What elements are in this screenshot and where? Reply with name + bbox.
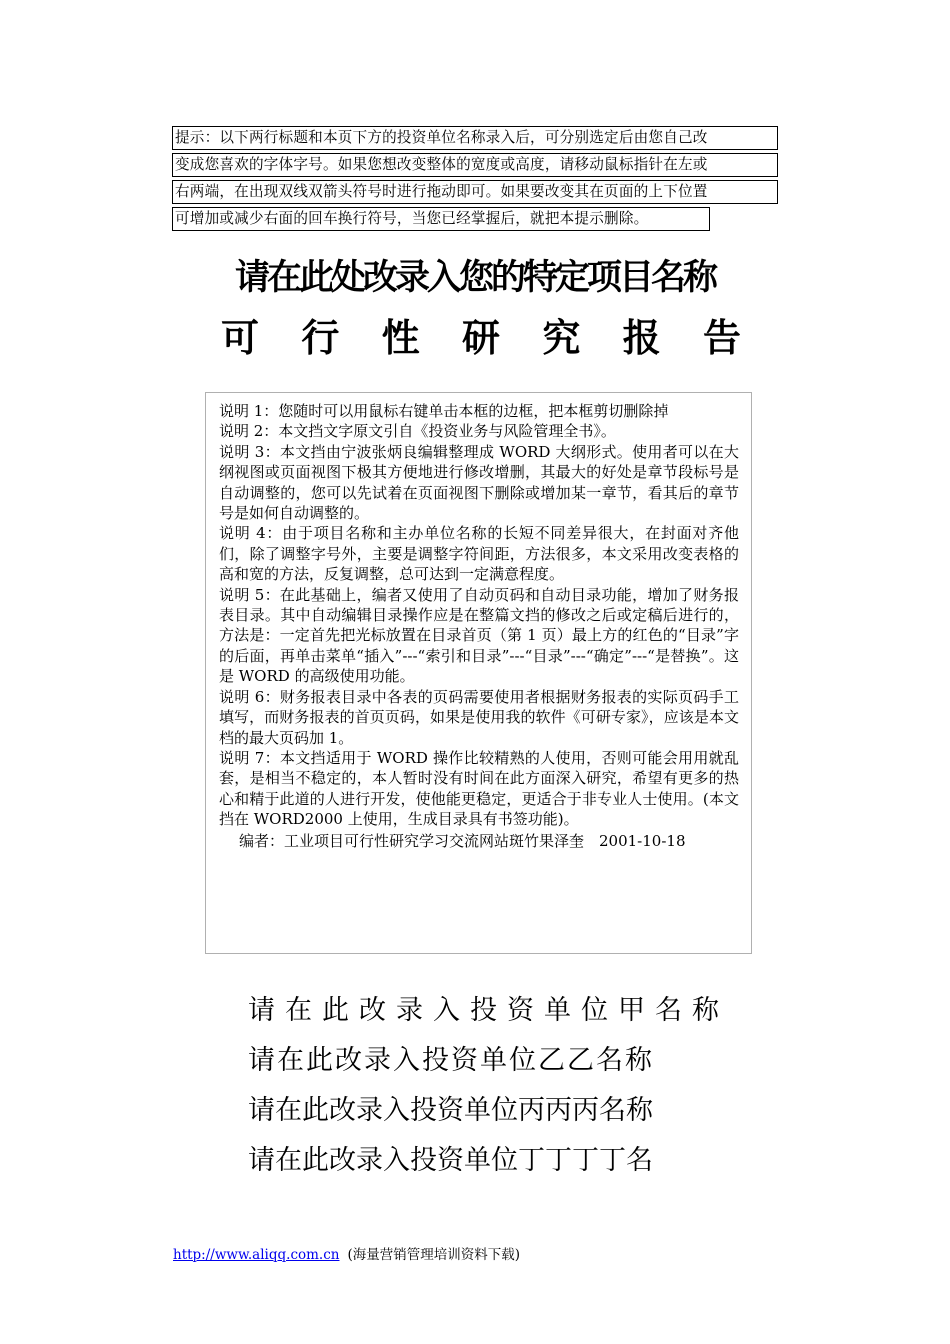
subtitle-char: 告 [702, 315, 741, 360]
author-line: 编者：工业项目可行性研究学习交流网站斑竹果泽奎 2001-10-18 [239, 831, 686, 850]
notes-text-box[interactable] [205, 392, 752, 954]
investor-unit-name: 请在此改录入投资单位丁丁丁丁名 [248, 1145, 653, 1176]
note-6: 说明 6：财务报表目录中各表的页码需要使用者根据财务报表的实际页码手工填写，而财务报表的首页页码，如果是使用我的软件《可研专家》，应该是本文档的最大页码加 1。 [219, 687, 739, 747]
note-1: 说明 1：您随时可以用鼠标右键单击本框的边框，把本框剪切删除掉 [219, 402, 669, 420]
footer [173, 1246, 520, 1264]
footer-link[interactable]: http://www.aliqq.com.cn [173, 1247, 340, 1263]
investor-units [248, 988, 729, 1188]
note-3: 说明 3：本文挡由宁波张炳良编辑整理成 WORD 大纲形式。使用者可以在大纲视图或页面视图下极其方便地进行修改增删，其最大的好处是章节段标号是自动调整的，您可以先试着在页面视图下删除或增加某一章节，看其后的章节号是如何自动调整的。 [219, 442, 739, 523]
subtitle-char: 报 [622, 315, 661, 360]
tip-line: 右两端，在出现双线双箭头符号时进行拖动即可。如果要改变其在页面的上下位置 [172, 180, 778, 204]
investor-unit-name: 请在此改录入投资单位甲名称 [248, 995, 729, 1026]
tip-line: 可增加或减少右面的回车换行符号，当您已经掌握后，就把本提示删除。 [172, 207, 710, 231]
tip-line: 变成您喜欢的字体字号。如果您想改变整体的宽度或高度，请移动鼠标指针在左或 [172, 153, 778, 177]
subtitle-char: 研 [461, 315, 500, 360]
report-subtitle [221, 314, 741, 362]
subtitle-char: 性 [381, 315, 420, 360]
tip-line: 提示：以下两行标题和本页下方的投资单位名称录入后，可分别选定后由您自己改 [172, 126, 778, 150]
subtitle-char: 究 [542, 315, 581, 360]
investor-unit-name: 请在此改录入投资单位乙乙名称 [248, 1045, 654, 1076]
note-4: 说明 4：由于项目名称和主办单位名称的长短不同差异很大，在封面对齐他们，除了调整字号外，主要是调整字符间距，方法很多，本文采用改变表格的高和宽的方法，反复调整，总可达到一定满意程度。 [219, 524, 739, 584]
investor-unit-name: 请在此改录入投资单位丙丙丙名称 [248, 1095, 653, 1126]
subtitle-char: 可 [221, 315, 260, 360]
note-2: 说明 2：本文挡文字原文引自《投资业务与风险管理全书》。 [219, 422, 616, 441]
note-7: 说明 7：本文挡适用于 WORD 操作比较精熟的人使用，否则可能会用用就乱套，是相当不稳定的，本人暂时没有时间在此方面深入研究，希望有更多的热心和精于此道的人进行开发，使他能更稳定，更适合于非专业人士使用。(本文挡在 WORD2000 上使用，生成目录具有书签功能)。 [219, 748, 739, 829]
note-5: 说明 5：在此基础上，编者又使用了自动页码和自动目录功能，增加了财务报表目录。其中自动编辑目录操作应是在整篇文挡的修改之后或定稿后进行的，方法是：一定首先把光标放置在目录首页（第 1 页）最上方的红色的“目录”字的后面，再单击菜单“插入”---“索引和目录”---“目录”---“确定”---“是替换”。这是 WORD 的高级使用功能。 [219, 585, 739, 686]
footer-description: (海量营销管理培训资料下载) [347, 1247, 521, 1263]
project-title: 请在此处改录入您的特定项目名称 [234, 258, 715, 298]
subtitle-char: 行 [301, 315, 340, 360]
tip-box [172, 126, 778, 234]
